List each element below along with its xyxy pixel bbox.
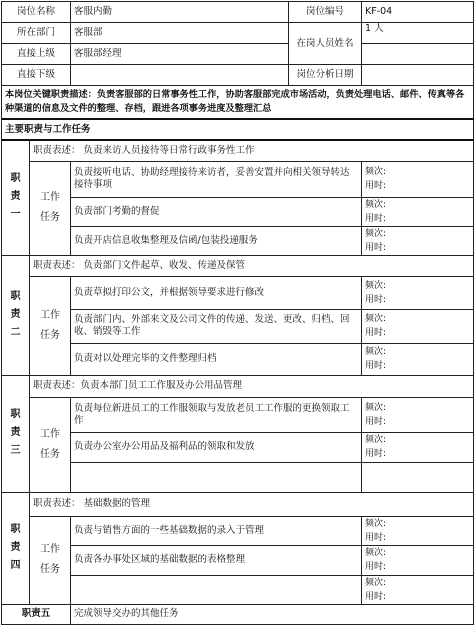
duty-2-task-2: 负责部门内、外部来文及公司文件的传递、发送、更改、归档、回收、销毁等工作 [71,309,362,343]
duty-3-statement: 职责表述：负责本部门员工工作服及办公用品管理 [30,375,474,397]
duty-3-task-1: 负责每位新进员工的工作服领取与发放老员工工作服的更换领取工作 [71,397,362,432]
duty-2-label-text: 职责二 [10,290,21,338]
duty-4-task-2: 负责各办事处区域的基础数据的表格整理 [71,545,362,575]
analysis-date-label: 岗位分析日期 [289,65,362,86]
duty-4-label [2,492,30,604]
duty-3-task-2-meta [362,432,474,462]
freq-label: 频次: [365,228,387,239]
duty-1-task-3: 负责开店信息收集整理及信函/包装投递服务 [71,226,362,255]
duty-1-task-3-meta [362,226,474,255]
time-label: 用时: [365,361,387,371]
duty-1-label-text: 职责一 [10,173,21,221]
duty-1-work-text: 工作任务 [40,192,60,223]
direct-subordinate-value [71,65,289,86]
headcount-extra [362,44,474,65]
duty-4-task-1: 负责与销售方面的一些基础数据的录入于管理 [71,516,362,545]
duty-1-statement: 职责表述： 负责来访人员接待等日常行政事务性工作 [30,140,474,161]
duty-4-label-text: 职责四 [10,523,21,571]
freq-label: 频次: [365,518,387,529]
freq-label: 频次: [365,280,387,291]
duty-3-work-text: 工作任务 [40,428,60,460]
time-label: 用时: [365,242,387,253]
duty-3-task-3 [71,462,362,492]
freq-label: 频次: [365,548,387,558]
direct-superior-label: 直接上级 [2,44,71,65]
freq-label: 频次: [365,199,387,210]
analysis-date-value [362,65,474,86]
job-description-sheet [1,1,473,641]
duty-1-task-1-meta [362,161,474,197]
duty-4-task-1-meta [362,516,474,545]
duty-1-task-2-meta [362,197,474,226]
time-label: 用时: [365,294,387,305]
duty-2-label [2,255,30,375]
post-code-value: KF-04 [362,2,474,23]
duty-4-work-text: 工作任务 [40,544,60,575]
post-name-label: 岗位名称 [2,2,71,23]
duty-2-work-text: 工作任务 [40,309,60,341]
duty-2-task-1: 负责草拟打印公文，并根据领导要求进行修改 [71,276,362,309]
duty-2-task-3: 负责对以处理完毕的文件整理归档 [71,343,362,375]
headcount-value: 1 人 [362,23,474,44]
time-label: 用时: [365,591,387,602]
freq-label: 频次: [365,402,387,413]
duty-4-task-3 [71,575,362,604]
duty-2-task-2-meta [362,309,474,343]
time-label: 用时: [365,449,387,459]
time-label: 用时: [365,213,387,224]
direct-superior-value: 客服部经理 [71,44,289,65]
dept-label: 所在部门 [2,23,71,44]
post-name-value: 客服内勤 [71,2,289,23]
key-description: 本岗位关键职责描述：负责客服部的日常事务性工作，协助客服部完成市场活动，负责处理电话、邮件、传真等各种渠道的信息及文件的整理、存档，跟进各项事务进度及整理汇总 [2,86,474,120]
freq-label: 频次: [365,167,387,177]
duty-2-statement: 职责表述： 负责部门文件起草、收发、传递及保管 [30,255,474,276]
freq-label: 频次: [365,347,387,357]
direct-subordinate-label: 直接下级 [2,65,71,86]
time-label: 用时: [365,416,387,427]
duty-2-work-label [30,276,71,375]
duty-5-task: 完成领导交办的其他任务 [71,604,474,624]
duty-2-task-3-meta [362,343,474,375]
duty-5-label: 职责五 [2,604,71,624]
freq-label: 频次: [365,577,387,588]
time-label: 用时: [365,181,387,191]
duty-3-label [2,375,30,492]
section-title: 主要职责与工作任务 [2,119,474,140]
job-table [1,1,474,625]
time-label: 用时: [365,328,387,338]
headcount-label: 在岗人员姓名 [289,23,362,65]
freq-label: 频次: [365,314,387,324]
duty-3-task-3-meta [362,462,474,492]
duty-3-task-2: 负责办公室办公用品及福利品的领取和发放 [71,432,362,462]
dept-value: 客服部 [71,23,289,44]
time-label: 用时: [365,532,387,543]
duty-1-work-label [30,161,71,255]
duty-4-task-2-meta [362,545,474,575]
time-label: 用时: [365,562,387,572]
duty-1-label [2,140,30,255]
duty-4-task-3-meta [362,575,474,604]
duty-4-statement: 职责表述： 基础数据的管理 [30,492,474,516]
duty-1-task-1: 负责接听电话、协助经理接待来访者，妥善安置并向相关领导转达接待事项 [71,161,362,197]
duty-4-work-label [30,516,71,604]
duty-3-task-1-meta [362,397,474,432]
duty-1-task-2: 负责部门考勤的督促 [71,197,362,226]
duty-3-label-text: 职责三 [10,409,21,456]
post-code-label: 岗位编号 [289,2,362,23]
freq-label: 频次: [365,435,387,445]
duty-3-work-label [30,397,71,492]
duty-2-task-1-meta [362,276,474,309]
